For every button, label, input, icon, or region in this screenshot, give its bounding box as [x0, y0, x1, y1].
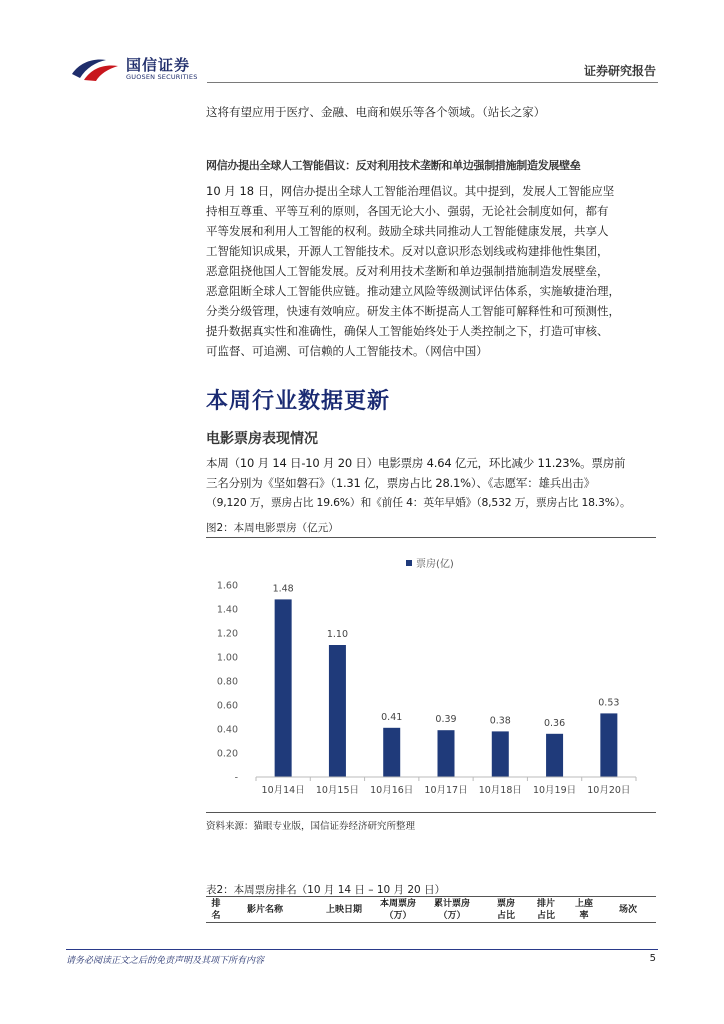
box-office-chart [206, 545, 656, 807]
page-number: 5 [649, 953, 656, 964]
x-tick-label: 10月18日 [478, 785, 522, 796]
figure-caption: 图2：本周电影票房（亿元） [206, 522, 339, 534]
news-line: 工智能知识成果，开源人工智能技术。反对以意识形态划线或构建排他性集团， [206, 244, 609, 258]
news-body [206, 181, 656, 361]
bar-value-label: 0.39 [435, 714, 457, 726]
table-header-rank: 排名 [211, 899, 221, 921]
section-title: 本周行业数据更新 [206, 389, 391, 414]
news-line: 10 月 18 日，网信办提出全球人工智能治理倡议。其中提到，发展人工智能应坚 [206, 184, 615, 198]
table-header-title: 影片名称 [246, 905, 283, 915]
news-line: 持相互尊重、平等互利的原则，各国无论大小、强弱，无论社会制度如何，都有 [206, 204, 609, 218]
y-tick-label: 0.60 [216, 700, 238, 712]
x-tick-label: 10月16日 [370, 785, 414, 796]
y-tick-label: 1.60 [216, 580, 238, 592]
footer-divider [66, 949, 658, 950]
y-tick-label: 0.40 [216, 724, 238, 736]
x-tick-label: 10月19日 [532, 785, 577, 796]
legend-label: 票房(亿) [416, 559, 454, 570]
bar [275, 599, 292, 777]
bar [600, 713, 617, 777]
bar [329, 645, 346, 777]
bar-value-label: 0.38 [489, 715, 511, 727]
footer-disclaimer: 请务必阅读正文之后的免责声明及其项下所有内容 [66, 956, 265, 966]
y-tick-label: 1.40 [216, 604, 238, 616]
bar [492, 731, 509, 777]
table-top-rule [206, 896, 656, 897]
table-header-weekly-gross: 本周票房（万） [379, 899, 416, 921]
bar-value-label: 1.10 [326, 629, 349, 640]
news-line: 平等发展和利用人工智能的权利。鼓励全球共同推动人工智能健康发展，共享人 [206, 224, 609, 238]
news-line: 提升数据真实性和准确性，确保人工智能始终处于人类控制之下，打造可审核、 [206, 324, 609, 338]
bar-value-label: 1.48 [272, 583, 294, 595]
box-office-body [206, 453, 656, 513]
table-header-gross-share: 票房占比 [496, 899, 515, 921]
y-tick-label: 0.80 [216, 676, 238, 688]
table-header-rule [206, 922, 656, 923]
bar-value-label: 0.53 [598, 697, 620, 709]
box-office-line: （9,120 万，票房占比 19.6%）和《前任 4：英年早婚》（8,532 万，票房占比 18.3%）。 [206, 496, 631, 509]
chart-y-axis [217, 581, 238, 784]
table-header-total-gross: 累计票房（万） [433, 899, 470, 921]
bar-value-label: 0.41 [381, 711, 403, 723]
x-tick-label: 10月14日 [261, 785, 305, 796]
table-caption: 表2：本周票房排名（10 月 14 日 – 10 月 20 日） [206, 884, 446, 896]
logo-cn-text: 国信证券 [126, 56, 191, 74]
y-tick-label: - [234, 772, 238, 784]
report-type: 证券研究报告 [583, 64, 656, 78]
logo-en-text: GUOSEN SECURITIES [126, 73, 198, 81]
bar-value-label: 0.36 [543, 717, 566, 729]
bar [438, 730, 455, 777]
news-line: 分类分级管理，快速有效响应。研发主体不断提高人工智能可解释性和可预测性， [206, 304, 620, 318]
chart-bars [273, 583, 620, 777]
y-tick-label: 0.20 [216, 748, 238, 760]
intro-paragraph: 这将有望应用于医疗、金融、电商和娱乐等各个领域。（站长之家） [206, 105, 546, 119]
news-line: 恶意阻挠他国人工智能发展。反对利用技术垄断和单边强制措施制造发展壁垒， [206, 264, 609, 278]
table-header-release-date: 上映日期 [325, 905, 362, 915]
chart-legend [406, 557, 454, 570]
y-tick-label: 1.20 [216, 628, 238, 640]
box-office-line: 本周（10 月 14 日-10 月 20 日）电影票房 4.64 亿元，环比减少 11.23%。票房前 [206, 456, 626, 470]
news-line: 可监督、可追溯、可信赖的人工智能技术。（网信中国） [206, 344, 488, 358]
figure-bottom-rule [206, 812, 656, 813]
news-title: 网信办提出全球人工智能倡议：反对利用技术垄断和单边强制措施制造发展壁垒 [206, 159, 581, 172]
box-office-line: 三名分别为《坚如磐石》（1.31 亿，票房占比 28.1%）、《志愿军：雄兵出击》 [206, 476, 595, 490]
x-tick-label: 10月20日 [587, 785, 631, 796]
figure-top-rule [206, 537, 656, 538]
header-divider [207, 82, 658, 83]
table-header-screening-share: 排片占比 [536, 899, 555, 921]
box-office-title: 电影票房表现情况 [206, 431, 318, 447]
table-header-screenings: 场次 [618, 905, 637, 915]
figure-source: 资料来源：猫眼专业版，国信证券经济研究所整理 [206, 821, 416, 832]
legend-swatch [406, 560, 412, 566]
y-tick-label: 1.00 [216, 652, 238, 664]
chart-x-axis [256, 777, 636, 796]
bar [383, 728, 400, 777]
x-tick-label: 10月15日 [315, 785, 360, 796]
guosen-logo-icon [70, 56, 120, 82]
news-line: 恶意阻断全球人工智能供应链。推动建立风险等级测试评估体系，实施敏捷治理， [206, 284, 620, 298]
page-header [0, 0, 724, 90]
bar [546, 734, 563, 777]
table-header-occupancy: 上座率 [574, 899, 593, 921]
x-tick-label: 10月17日 [424, 785, 468, 796]
